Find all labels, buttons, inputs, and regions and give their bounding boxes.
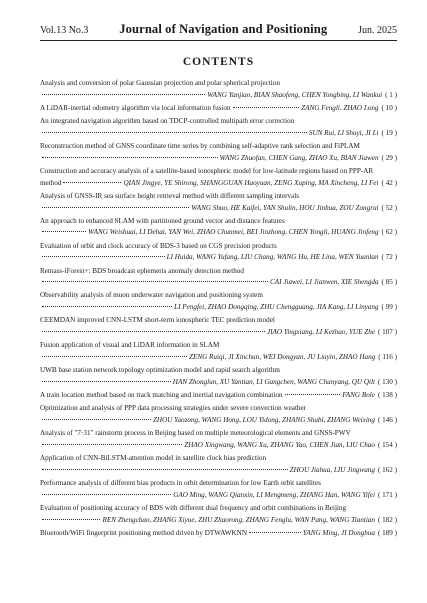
toc-entry[interactable] xyxy=(40,141,397,164)
entry-authors: WANG Shuo, HE Kaifei, YAN Shulin, HOU Jinhua, ZOU Zongrui xyxy=(191,203,379,212)
entry-authors: FANG Bole xyxy=(342,391,375,400)
toc-entry[interactable] xyxy=(40,365,397,388)
dot-leader xyxy=(42,519,100,520)
dot-leader xyxy=(42,469,288,470)
toc-entry[interactable] xyxy=(40,428,397,451)
entry-page: ( 146 ) xyxy=(377,415,397,424)
entry-authors: JIAO Yingxiang, LI Kezhao, YUE Zhe xyxy=(266,328,375,337)
entry-title: A train location method based on track matching and inertial navigation combination xyxy=(40,391,283,400)
toc-entry[interactable] xyxy=(40,166,397,189)
entry-authors: ZANG Fengli, ZHAO Long xyxy=(301,103,379,112)
entry-title: Construction and accuracy analysis of a satellite-based ionospheric model for low-latitude regions based on PPP-AR xyxy=(40,166,374,175)
dot-leader xyxy=(42,306,172,307)
dot-leader xyxy=(249,532,301,533)
entry-title: Observability analysis of muon underwater navigation and positioning system xyxy=(40,291,263,300)
dot-leader xyxy=(42,444,182,445)
toc-entry[interactable] xyxy=(40,528,397,540)
dot-leader xyxy=(42,281,268,282)
entry-authors: REN Zhengchao, ZHANG Xiyue, ZHU Zhaorong, ZHANG Fenglu, WAN Pang, WANG Tiantian xyxy=(102,515,375,524)
entry-title: Performance analysis of different bias products in orbit determination for low Earth orbit satellites xyxy=(40,479,321,487)
entry-page: ( 162 ) xyxy=(377,465,397,474)
entry-authors: LI Pengfei, ZHAO Dongqing, ZHU Chengguang, JIA Kang, LI Linyang xyxy=(174,303,379,312)
entry-title: Evaluation of positioning accuracy of BDS with different dual frequency and orbit combinations in Beijing xyxy=(40,503,347,512)
entry-authors: CAI Jiawei, LI Jianwen, XIE Shengda xyxy=(270,278,379,287)
dot-leader xyxy=(63,182,121,183)
toc-entry[interactable] xyxy=(40,103,397,115)
entry-page: ( 182 ) xyxy=(377,515,397,524)
entry-title-cont: method xyxy=(40,178,62,187)
toc-entry[interactable] xyxy=(40,191,397,214)
toc-entry[interactable] xyxy=(40,453,397,476)
entry-authors: WANG Zhuofan, CHEN Gang, ZHAO Xu, BIAN Jiawen xyxy=(219,153,379,162)
dot-leader xyxy=(42,494,171,495)
entry-page: ( 116 ) xyxy=(378,352,397,361)
entry-page: ( 72 ) xyxy=(381,253,397,262)
entry-authors: QIAN Jingye, YE Shirong, SHANGGUAN Haoyuan, ZENG Xuping, MA Xincheng, LI Fei xyxy=(123,178,379,187)
entry-page: ( 154 ) xyxy=(377,440,397,449)
entry-title: An integrated navigation algorithm based on TDCP-controlled multipath error correction xyxy=(40,117,295,126)
entry-title: Analysis of GNSS-IR sea surface height retrieval method with different sampling intervals xyxy=(40,191,300,200)
entry-page: ( 62 ) xyxy=(381,228,397,237)
toc-entry[interactable] xyxy=(40,403,397,426)
entry-page: ( 10 ) xyxy=(381,103,397,112)
entry-title: CEEMDAN improved CNN-LSTM short-term ionospheric TEC prediction model xyxy=(40,316,275,325)
running-header xyxy=(40,0,397,41)
entry-page: ( 52 ) xyxy=(381,203,397,212)
entry-authors: WANG Weishuai, LI Dehai, YAN Wei, ZHAO Chunmei, BEI Jinzhong, CHEN Yongli, HUANG Jinfeng xyxy=(88,228,379,237)
entry-page: ( 189 ) xyxy=(377,528,397,537)
toc-entry[interactable] xyxy=(40,116,397,139)
toc-entry[interactable] xyxy=(40,340,397,363)
entry-page: ( 1 ) xyxy=(385,90,397,99)
entry-authors: WANG Yanjiao, BIAN Shaofeng, CHEN Yongbing, LI Wankui xyxy=(207,90,383,99)
entry-authors: ZHOU Jiahua, LIU Jingwang xyxy=(289,465,375,474)
journal-name: Journal of Navigation and Positioning xyxy=(119,22,328,36)
toc-entry[interactable] xyxy=(40,315,397,338)
entry-title: Remass-iForest+: BDS broadcast ephemeris anomaly detection method xyxy=(40,266,244,275)
entry-authors: YANG Ming, JI Donghua xyxy=(302,528,375,537)
dot-leader xyxy=(285,394,341,395)
dot-leader xyxy=(42,356,187,357)
dot-leader xyxy=(42,419,151,420)
entry-title: Reconstruction method of GNSS coordinate time series by combining self-adaptive rank selection and FiPLAM xyxy=(40,142,360,151)
entry-page: ( 130 ) xyxy=(377,377,397,386)
toc-entry[interactable] xyxy=(40,266,397,289)
dot-leader xyxy=(42,256,165,257)
dot-leader xyxy=(42,331,265,332)
entry-title: A LiDAR-inertial odometry algorithm via local information fusion xyxy=(40,103,231,112)
toc-entry[interactable] xyxy=(40,216,397,239)
entry-title: Analysis of "7·31" rainstorm process in Beijing based on multiple meteorological elements and GNSS-PWV xyxy=(40,429,351,438)
entry-authors: GAO Ming, WANG Qianxin, LI Mengmeng, ZHANG Han, WANG Yifei xyxy=(173,490,375,499)
entry-title: Bluetooth/WiFi fingerprint positioning method driven by DTWAWKNN xyxy=(40,528,247,537)
entry-page: ( 85 ) xyxy=(381,278,397,287)
entry-title: Optimization and analysis of PPP data processing strategies under severe convection weather xyxy=(40,404,307,413)
contents-list xyxy=(40,78,397,540)
dot-leader xyxy=(42,157,218,158)
entry-title: Application of CNN-BiLSTM-attention model in satellite clock bias prediction xyxy=(40,454,267,463)
contents-heading: CONTENTS xyxy=(182,56,255,68)
entry-title: An approach to enhanced SLAM with partitioned ground vector and distance features xyxy=(40,216,285,225)
dot-leader xyxy=(233,107,300,108)
entry-authors: ZENG Ruiqi, JI Xinchun, WEI Dongyan, JU Liuyin, ZHAO Hang xyxy=(188,352,376,361)
entry-authors: LI Huida, WANG Yufang, LIU Chang, WANG Hu, HE Lina, WEN Yuanlan xyxy=(166,253,379,262)
toc-entry[interactable] xyxy=(40,290,397,313)
entry-page: ( 107 ) xyxy=(377,328,397,337)
dot-leader xyxy=(42,207,189,208)
entry-page: ( 19 ) xyxy=(381,128,397,137)
entry-authors: HAN Zhonglun, XU Yantian, LI Gangchen, WANG Chunyang, QU Qilt xyxy=(172,377,375,386)
entry-authors: ZHOU Yaozong, WANG Hong, LOU Yidong, ZHANG Shubi, ZHANG Weixing xyxy=(152,415,375,424)
toc-entry[interactable] xyxy=(40,241,397,264)
entry-page: ( 138 ) xyxy=(377,391,397,400)
dot-leader xyxy=(42,381,171,382)
entry-title: UWB base station network topology optimization model and rapid search algorithm xyxy=(40,366,280,375)
entry-page: ( 29 ) xyxy=(381,153,397,162)
toc-entry[interactable] xyxy=(40,390,397,402)
entry-title: Analysis and conversion of polar Gaussian projection and polar spherical projection xyxy=(40,79,280,87)
entry-authors: ZHAO Xingwang, WANG Xu, ZHANG Yao, CHEN Jian, LIU Chao xyxy=(184,440,375,449)
entry-page: ( 99 ) xyxy=(381,303,397,312)
entry-title: Fusion application of visual and LiDAR information in SLAM xyxy=(40,341,220,350)
dot-leader xyxy=(42,94,205,95)
entry-authors: SUN Rui, LI Shuyi, JI Li xyxy=(308,128,379,137)
entry-page: ( 171 ) xyxy=(377,490,397,499)
entry-title: Evaluation of orbit and clock accuracy of BDS-3 based on CGS precision products xyxy=(40,241,277,250)
dot-leader xyxy=(42,132,307,133)
toc-entry[interactable] xyxy=(40,78,397,101)
issue-date: Jun. 2025 xyxy=(358,25,397,36)
toc-entry[interactable] xyxy=(40,478,397,501)
toc-entry[interactable] xyxy=(40,503,397,526)
volume-issue: Vol.13 No.3 xyxy=(40,25,89,36)
dot-leader xyxy=(42,231,86,232)
entry-page: ( 42 ) xyxy=(381,178,397,187)
